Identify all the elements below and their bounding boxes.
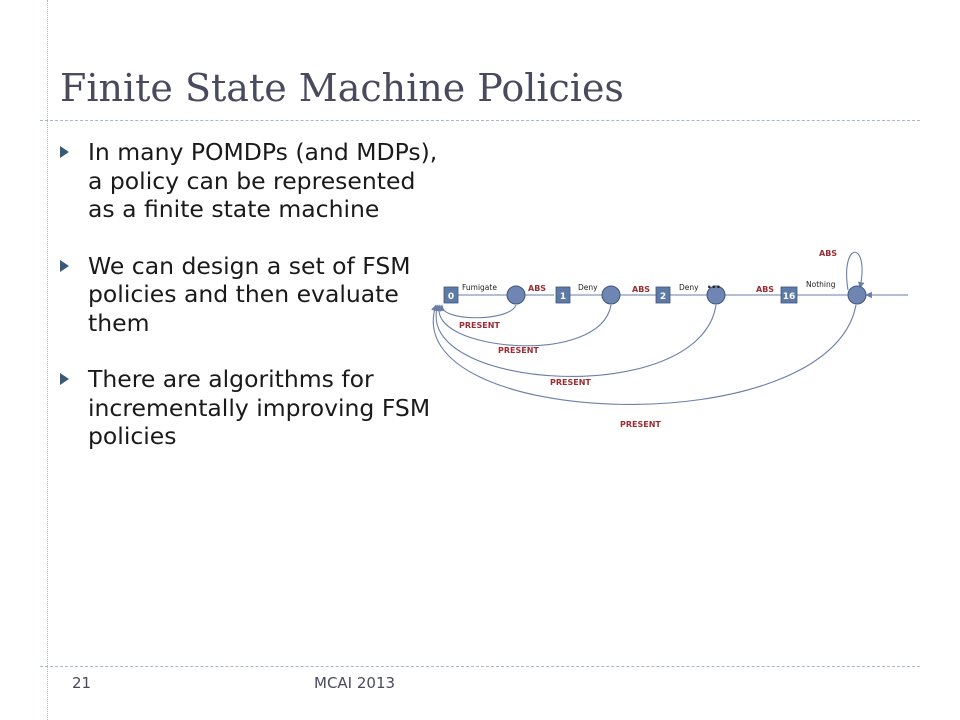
present-label: PRESENT [550,378,591,387]
state-label: 16 [782,292,796,302]
bullet-text: In many POMDPs (and MDPs), a policy can be represented as a finite state machine [88,138,438,223]
action-label: Nothing [806,280,836,289]
abs-label: ABS [632,285,651,294]
observation-node [602,286,620,304]
conference-name: MCAI 2013 [314,674,396,692]
action-label: Fumigate [462,283,497,292]
edge-present-4 [433,305,856,404]
abs-label: ABS [528,284,547,293]
action-label: Deny [679,283,699,292]
abs-label: ABS [756,285,775,294]
abs-label: ABS [819,249,838,258]
action-label: Deny [578,283,598,292]
state-label: 2 [659,292,667,302]
ellipsis-label: ... [707,277,721,291]
observation-node [507,286,525,304]
state-node [444,287,458,303]
state-node [656,287,670,303]
edge-present-1 [442,305,516,318]
edge-abs-loop [847,252,862,290]
present-label: PRESENT [620,420,661,429]
state-node [781,287,797,303]
present-label: PRESENT [459,321,500,330]
present-label: PRESENT [498,346,539,355]
slide-number: 21 [72,674,92,692]
state-label: 1 [559,292,567,302]
slide-title: Finite State Machine Policies [60,66,624,110]
state-label: 0 [447,292,455,302]
bullet-text: There are algorithms for incrementally improving FSM policies [88,365,431,450]
observation-node [848,286,866,304]
state-node [556,287,570,303]
bullet-text: We can design a set of FSM policies and then evaluate them [88,251,411,337]
edge-present-3 [436,305,716,376]
